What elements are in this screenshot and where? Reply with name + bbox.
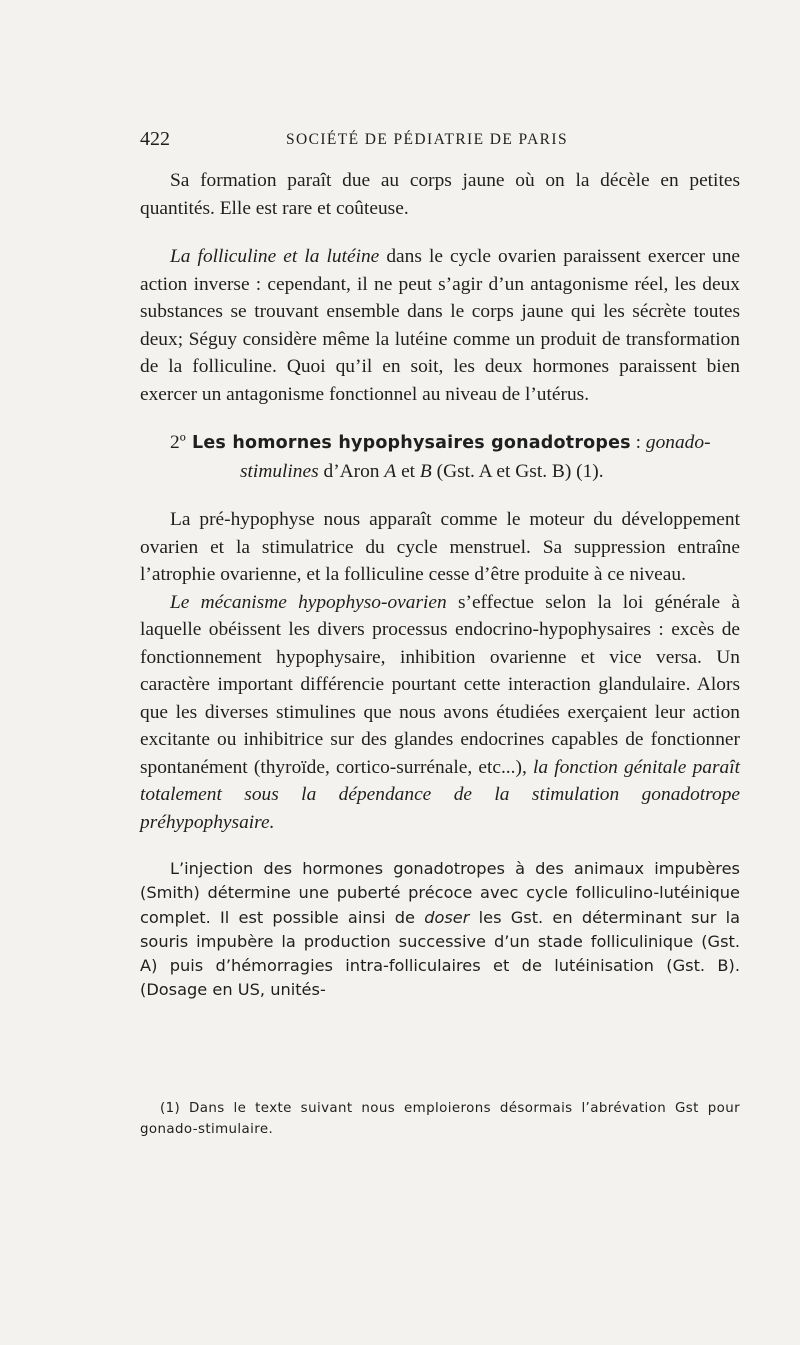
footnote: (1) Dans le texte suivant nous emploierons désormais l’abrévation Gst pour gonado-stimulaire. [140, 1101, 740, 1137]
running-title: SOCIÉTÉ DE PÉDIATRIE DE PARIS [286, 131, 569, 148]
heading-letter-a: A [384, 460, 397, 482]
section-title-italic: gonado-stimulines [240, 432, 711, 482]
paragraph-pre-hypophyse: La pré-hypophyse nous apparaît comme le moteur du développement ovarien et la stimulatrice du cycle menstruel. Sa suppression entraîne l’atrophie ovarienne, et la folliculine cesse d’être produite à ce niveau. [140, 509, 740, 585]
body-text [140, 167, 740, 1003]
paragraph-folliculine-luteine [140, 243, 740, 408]
heading-text: (Gst. A et Gst. B) (1). [431, 460, 604, 482]
paragraph-mecanisme [140, 589, 740, 837]
section-heading [140, 429, 740, 485]
page-number: 422 [140, 128, 170, 150]
section-title-bold: Les homornes hypophysaires gonadotropes [185, 433, 631, 453]
paragraph-text: L’injection des hormones gonadotropes à des animaux impubères (Smith) détermine une puberté précoce avec cycle folliculino-lutéinique complet. Il est possible ainsi de [140, 859, 740, 927]
heading-letter-b: B [419, 460, 432, 482]
paragraph-injection [140, 857, 740, 1003]
italic-phrase: la fonction génitale paraît totalement sous la dépendance de la stimulation gonadotrope préhypophysaire. [140, 756, 740, 833]
paragraph-text: s’effectue selon la loi générale à laquelle obéissent les divers processus endocrino-hypophysaires : excès de fonctionnement hypophysaire, inhibition ovarienne et vice versa. Un caractère important différencie pourtant cette interaction glandulaire. Alors que les diverses stimulines que nous avons étudiées exerçaient leur action excitante ou inhibitrice sur des glandes endocrines capables de fonctionner spontanément (thyroïde, cortico-surrénale, etc...), [140, 591, 740, 778]
page-header [140, 128, 740, 158]
paragraph-formation: Sa formation paraît due au corps jaune où on la décèle en petites quantités. Elle est rare et coûteuse. [140, 170, 740, 219]
italic-word: doser [424, 907, 470, 927]
paragraph-text: les Gst. en déterminant sur la souris impubère la production successive d’un stade folliculinique (Gst. A) puis d’hémorragies intra-folliculaires et de lutéinisation (Gst. B). (Dosage en US, unités- [140, 907, 740, 1000]
section-number: 2º [170, 432, 186, 453]
heading-text: d’Aron [318, 460, 385, 482]
heading-text: et [396, 460, 420, 482]
italic-phrase: La folliculine et la lutéine [170, 246, 380, 267]
italic-phrase: Le mécanisme hypophyso-ovarien [170, 591, 447, 613]
heading-colon: : [630, 432, 646, 453]
paragraph-text: dans le cycle ovarien paraissent exercer une action inverse : cependant, il ne peut s’agir d’un antagonisme réel, les deux substances se trouvant ensemble dans le corps jaune qui les sécrète toutes deux; Séguy considère même la lutéine comme un produit de transformation de la folliculine. Quoi qu’il en soit, les deux hormones paraissent bien exercer un antagonisme fonctionnel au niveau de l’utérus. [140, 246, 740, 405]
